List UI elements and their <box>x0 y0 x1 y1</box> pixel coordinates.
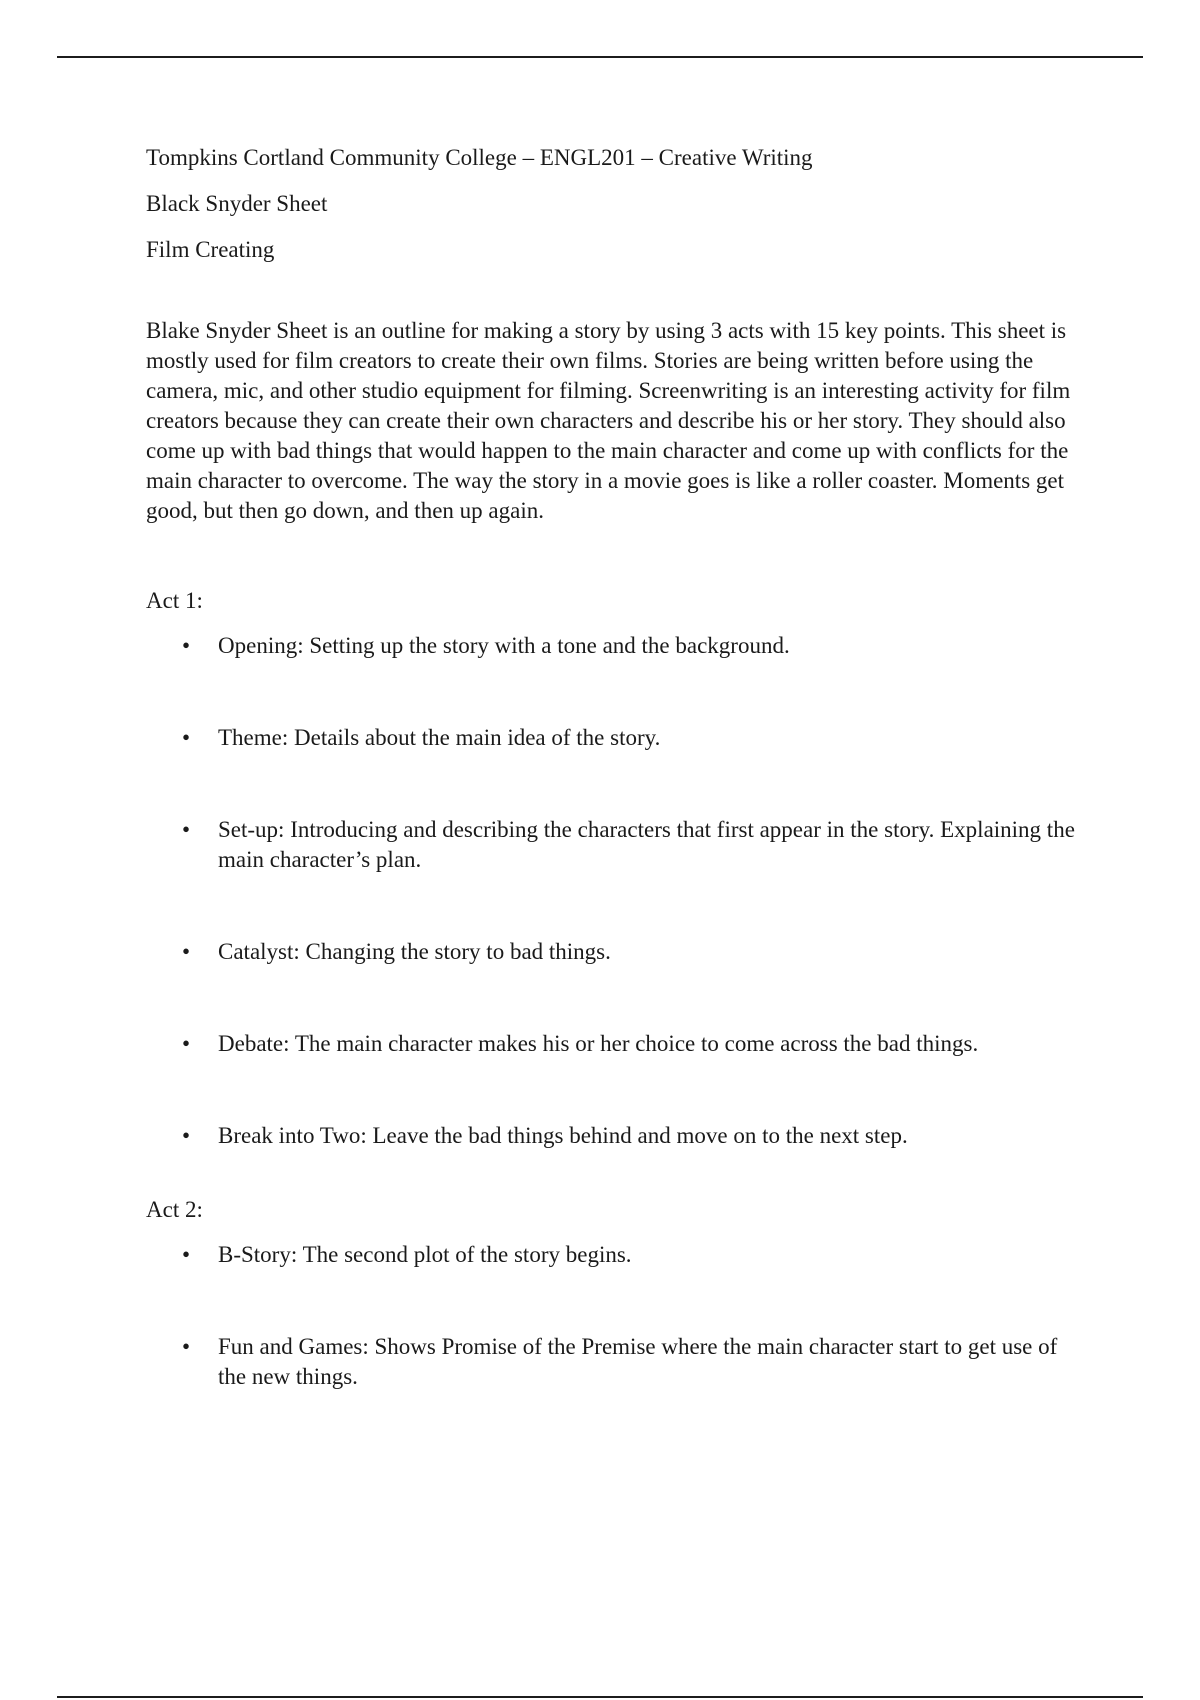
list-item <box>146 1121 1086 1151</box>
bullet-icon: • <box>181 1123 191 1148</box>
point-text: Catalyst: Changing the story to bad things. <box>218 939 611 964</box>
bullet-icon: • <box>181 1334 191 1359</box>
list-item <box>146 815 1086 875</box>
act-2-heading: Act 2: <box>146 1197 203 1222</box>
list-item <box>146 1332 1086 1392</box>
bullet-icon: • <box>181 633 191 658</box>
list-item <box>146 723 1086 753</box>
topic-line: Film Creating <box>146 237 275 262</box>
list-item <box>146 937 1086 967</box>
point-text: Theme: Details about the main idea of the story. <box>218 725 661 750</box>
top-rule <box>57 56 1143 58</box>
bullet-icon: • <box>181 1031 191 1056</box>
bullet-icon: • <box>181 939 191 964</box>
intro-paragraph: Blake Snyder Sheet is an outline for making a story by using 3 acts with 15 key points. This sheet is mostly used for film creators to create their own films. Stories are being written before using the camera, mic, and other studio equipment for filming. Screenwriting is an interesting activity for film creators because they can create their own characters and describe his or her story. They should also come up with bad things that would happen to the main character and come up with conflicts for the main character to overcome. The way the story in a movie goes is like a roller coaster. Moments get good, but then go down, and then up again. <box>146 318 1071 523</box>
point-text: Opening: Setting up the story with a tone and the background. <box>218 633 790 658</box>
point-text: Set-up: Introducing and describing the characters that first appear in the story. Explaining the main character’s plan. <box>218 817 1075 872</box>
point-text: Debate: The main character makes his or her choice to come across the bad things. <box>218 1031 979 1056</box>
list-item <box>146 1240 1086 1270</box>
point-text: Break into Two: Leave the bad things behind and move on to the next step. <box>218 1123 908 1148</box>
bottom-rule <box>57 1696 1143 1698</box>
act-1-heading: Act 1: <box>146 588 203 613</box>
list-item <box>146 631 1086 661</box>
point-text: Fun and Games: Shows Promise of the Premise where the main character start to get use of the new things. <box>218 1334 1058 1389</box>
point-text: B-Story: The second plot of the story begins. <box>218 1242 632 1267</box>
bullet-icon: • <box>181 817 191 842</box>
bullet-icon: • <box>181 725 191 750</box>
sheet-title: Black Snyder Sheet <box>146 191 328 216</box>
act-2-points <box>146 1240 1086 1392</box>
bullet-icon: • <box>181 1242 191 1267</box>
act-1-points <box>146 631 1086 1151</box>
document-page <box>146 143 1086 1392</box>
list-item <box>146 1029 1086 1059</box>
course-line: Tompkins Cortland Community College – ENGL201 – Creative Writing <box>146 145 813 170</box>
